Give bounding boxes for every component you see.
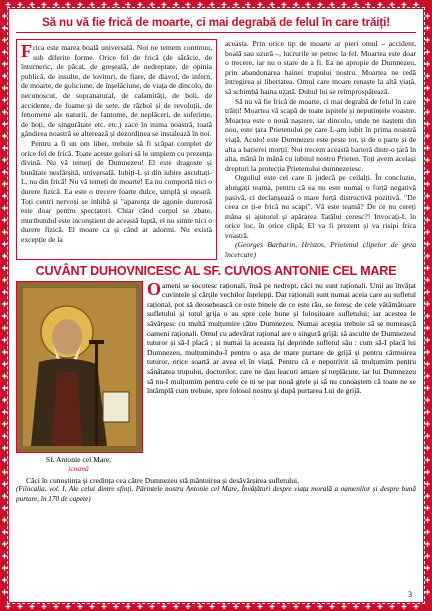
content bbox=[16, 14, 416, 597]
paragraph: Să nu vă fie frică de moarte, ci mai degrabă de felul în care trăiți! Moartea vă scapă de toate ispitele și neputințele voastre. Moartea este o nouă naștere, iar dincolo, unde ne naștem din nou, este țara Prietenului pe care L-am iubit în prima noastră viață. Acolo! este Dumnezeu este peste tot, și de o parte și de alta a barierei morții. Noi trecem această barieră dintr-o țară în alta, mână în mână cu iubitul nostru Prieten. Toți avem același drepturi la protecția Prietenului dumnezeiesc. bbox=[225, 96, 416, 173]
article-columns bbox=[16, 39, 416, 260]
sermon-section bbox=[16, 278, 416, 474]
icon-caption bbox=[16, 455, 141, 474]
paragraph: aceasta. Prin orice tip de moarte ar pieri omul – accident, boală sau uzură –, lucrurile se petrec la fel. Moartea este doar o trecere, iar nu o stare de a fi. Ea ne apropie de Dumnezeu, prin abandonarea hainei trupului nostru. Moartea ne redă întregirea și libertatea. Omul care moare renaște la altă viață, să schimbă haina uzată. Duhul lui se reîmprospătează. bbox=[225, 39, 416, 96]
paragraph: Orgoliul este cel care îi judecă pe ceilalți. În concluzie, alungați teama, pentru că ea nu este numai o forță negativă pasivă, ci declanșează o mare forță distructivă pozitivă. "De ceea ce ți-e frică nu scapi". Vă este teamă? De ce nu cereți mâna și ajutorul și apărarea Tatălui ceresc?! Invocați-L în orice loc, în orice clipă; El va fi prezent și va risipi frica voastră. bbox=[225, 173, 416, 240]
page-title: Să nu vă fie frică de moarte, ci mai degrabă de felul în care trăiți! bbox=[16, 14, 416, 33]
paragraph-text: rica este marea boală universală. Noi ne temem continuu, sub diferite forme. Orice fel de frică (de sărăcie, de înturneric, de păcat, de greșeală, de nedreptate, de opinia publică, de insulte, de lovituri, de fiare, de diavol, de infern, de moarte, de goliciune, de înșelăciune, de viața de dincolo, de necunoscut, de supranatural, de calamități, de boli, de accidente, de foame și de sete, de războï și de revoluții, de fenomene ale naturii, de fantome, de neplăceri, de suferințe, de hoți, de singurătate etc. etc.) zace în inima noastră, toată gândirea noastră se alterează și dezordinea se instalează în noi. bbox=[21, 43, 212, 139]
caption-title: Sf. Antonie cel Mare, bbox=[45, 454, 112, 464]
page-number: 3 bbox=[408, 590, 412, 599]
sermon-body bbox=[147, 278, 416, 474]
article-left-column bbox=[16, 39, 217, 260]
source-citation: (Filocalia, vol. I, Ale celui dintre sfinți, Părintele nostru Antonie cel Mare, Învățături despre viața morală a oamenilor și despre bună purtare, în 170 de capete) bbox=[16, 485, 416, 503]
section-title: CUVÂNT DUHOVNICESC AL SF. CUVIOS ANTONIE CEL MARE bbox=[35, 263, 397, 278]
icon-figure bbox=[16, 281, 141, 474]
paragraph bbox=[147, 278, 416, 396]
paragraph bbox=[21, 43, 212, 139]
caption-subtitle: icoană bbox=[68, 464, 89, 474]
dropcap: O bbox=[147, 278, 162, 299]
dropcap: F bbox=[21, 41, 32, 61]
paragraph: Pentru a fi un om liber, trebuie să fi scăpat complet de orice fel de frică. Toate aceste goluri să le umplem cu prezența divină. Nu vă temeți de Dumnezeu! El este dragoste și bunătate nesfârșită, universală. Iubiți-L și din iubire ascultați-L, nu din frică! Nu vă temeți de moarte! Ea nu comportă nici o durere fizică. Ea este o trecere foarte dulce, simplă și ușoară. Toți centri nervoși se inhibă și "aparența de agonie durerosă este doar pentru spectatori. Chiar când corpul se zbate, muribundul este inconștient de această luptă, el nu simte nici o durere fizică. El moare ca și când ar adormi. Nu există excepție de la bbox=[21, 138, 212, 244]
sermon-conclusion bbox=[16, 476, 416, 505]
paragraph-text: ameni se socotesc raționali, însă pe nedrept, căci nu sunt raționali. Unii au învățat cuvintele și cărțile vechilor înțelepți. Dar raționali sunt numai aceia care au sufletul rațional, pot să deosebească ce este binele de ce este rău, se feresc de cele vătămătoare sufletului și totul grija o au spre cele bune și folositoare sufletului; iar acestea le săvârșesc cu multă mulțumire către Dumnezeu. Numai aceștia trebuie să se numească oameni raționali. Omul cu adevărat rațional are o singură grijă: să asculte de Dumnezeul tuturor și să-I placă ; și numai la aceasta își deprinde sufletul său : cum să-I placă lui Dumnezeu, mulțumindu-I pentru o așa de mare purtare de grijă și pentru cârmuirea tuturor, orice soartă ar avea el în viață. Pentru că e nepotrivit să mulțumim pentru sănătatea trupului, doctorilor, care ne dau leacuri amare și neplăcute, iar lui Dumnezeu să nu-I mulțumim pentru cele ce ni se par nouă grele și să nu cunoaștem că toate ne se întâmplă cum trebuie, spre folosul nostru și după purtarea Lui de grijă. bbox=[147, 280, 416, 396]
paragraph: Căci în cunoștința și credința cea către Dumnezeu stă mântuirea și desăvârșirea sufletului. bbox=[26, 475, 300, 485]
saint-icon-image bbox=[16, 281, 143, 453]
signature: (Georges Barbarin, Hristos, Prietenul clipelor de grea încercare) bbox=[225, 240, 416, 260]
article-right-column bbox=[225, 39, 416, 260]
